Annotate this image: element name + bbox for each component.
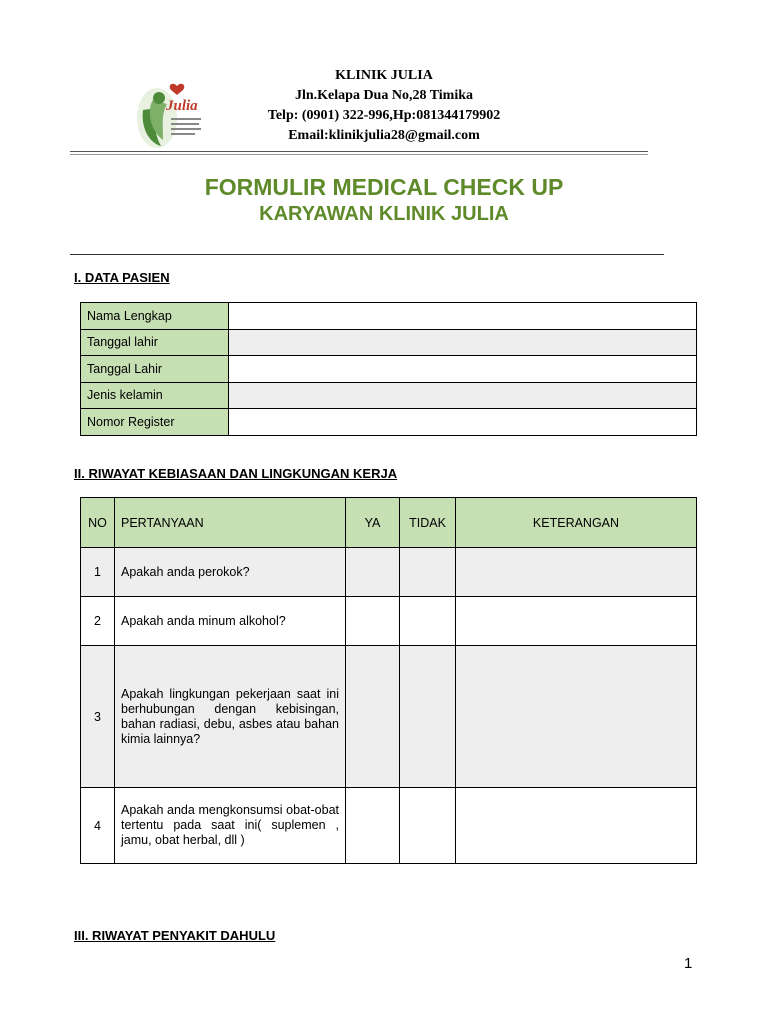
logo-text: Julia [166,98,198,114]
table-row [81,356,697,383]
column-header-ya: YA [346,498,400,548]
question-text: Apakah anda mengkonsumsi obat-obat tertentu pada saat ini( suplemen , jamu, obat herbal, dll ) [115,788,346,864]
column-header-pertanyaan: PERTANYAAN [115,498,346,548]
row-number: 3 [81,646,115,788]
habits-table [80,497,697,864]
ya-cell[interactable] [346,597,400,646]
table-row [81,303,697,330]
keterangan-cell[interactable] [456,548,697,597]
header-divider [70,151,648,152]
nomor-register-field[interactable] [229,409,697,436]
tidak-cell[interactable] [400,597,456,646]
ya-cell[interactable] [346,548,400,597]
nama-lengkap-field[interactable] [229,303,697,330]
clinic-address: Jln.Kelapa Dua No,28 Timika [294,88,474,103]
row-number: 1 [81,548,115,597]
section-riwayat-kebiasaan-heading: II. RIWAYAT KEBIASAAN DAN LINGKUNGAN KERJA [74,466,398,481]
clinic-name: KLINIK JULIA [335,68,433,83]
ya-cell[interactable] [346,646,400,788]
question-text: Apakah anda perokok? [115,548,346,597]
table-row [81,382,697,409]
keterangan-cell[interactable] [456,646,697,788]
tidak-cell[interactable] [400,646,456,788]
field-label: Jenis kelamin [81,382,229,409]
field-label: Nomor Register [81,409,229,436]
title-divider [70,254,664,255]
form-subtitle: KARYAWAN KLINIK JULIA [259,203,509,225]
form-title: FORMULIR MEDICAL CHECK UP [204,174,564,200]
clinic-phone: Telp: (0901) 322-996,Hp:081344179902 [267,108,501,123]
section-riwayat-penyakit-heading: III. RIWAYAT PENYAKIT DAHULU [74,928,276,943]
table-row [81,646,697,788]
column-header-keterangan: KETERANGAN [456,498,697,548]
patient-data-table [80,302,697,436]
header-divider-secondary [70,154,648,155]
keterangan-cell[interactable] [456,597,697,646]
tidak-cell[interactable] [400,548,456,597]
table-row [81,548,697,597]
field-label: Tanggal Lahir [81,356,229,383]
table-row [81,409,697,436]
tanggal-lahir-field[interactable] [229,329,697,356]
row-number: 4 [81,788,115,864]
jenis-kelamin-field[interactable] [229,382,697,409]
clinic-header [0,66,768,146]
tidak-cell[interactable] [400,788,456,864]
question-text: Apakah lingkungan pekerjaan saat ini berhubungan dengan kebisingan, bahan radiasi, debu, asbes atau bahan kimia lainnya? [115,646,346,788]
ya-cell[interactable] [346,788,400,864]
table-row [81,788,697,864]
field-label: Tanggal lahir [81,329,229,356]
table-header-row [81,498,697,548]
keterangan-cell[interactable] [456,788,697,864]
column-header-no: NO [81,498,115,548]
page-number: 1 [684,955,693,972]
section-data-pasien-heading: I. DATA PASIEN [74,270,170,285]
field-label: Nama Lengkap [81,303,229,330]
question-text: Apakah anda minum alkohol? [115,597,346,646]
table-row [81,329,697,356]
tanggal-lahir-field-2[interactable] [229,356,697,383]
row-number: 2 [81,597,115,646]
column-header-tidak: TIDAK [400,498,456,548]
table-row [81,597,697,646]
clinic-email: Email:klinikjulia28@gmail.com [288,128,480,143]
